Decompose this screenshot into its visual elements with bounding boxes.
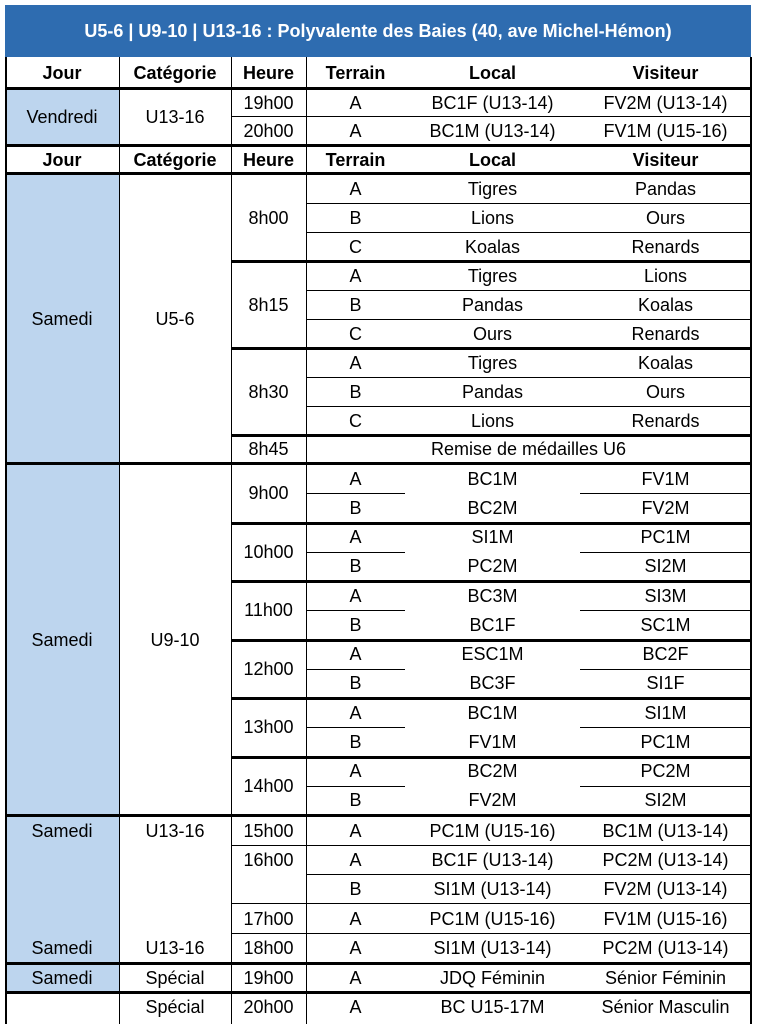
header-heure: Heure [242,63,295,83]
day-label: Samedi [31,629,93,650]
row-divider [306,874,751,875]
u56-game-visiteur: Renards [631,236,700,257]
u56-game-visiteur: Ours [645,381,685,402]
row-divider [306,610,405,611]
u910-game-visiteur: PC1M [640,731,691,752]
u56-game-terrain: C [349,323,362,344]
medals-time: 8h45 [248,439,289,459]
u56-game-visiteur: Ours [645,207,685,228]
vendredi-game-visiteur: FV2M (U13-14) [603,93,728,113]
u56-game-local: Tigres [467,352,518,373]
medals-note: Remise de médailles U6 [430,439,627,459]
header-categorie: Catégorie [133,63,217,83]
u56-game-terrain: C [349,236,362,257]
u910-game-local: BC1M [467,468,518,489]
header-terrain: Terrain [325,63,386,83]
u1316-game-heure: 18h00 [243,938,294,958]
u56-game-visiteur: Lions [643,265,688,286]
u56-game-local: Pandas [461,294,524,315]
header-jour: Jour [42,63,82,83]
u1316-game-visiteur: BC1M (U13-14) [602,821,729,841]
special-game-visiteur: Sénior Masculin [601,997,730,1017]
u56-game-terrain: B [349,294,362,315]
slot-time: 13h00 [243,717,294,738]
u910-game-local: PC2M [467,556,518,577]
u910-game-visiteur: SI2M [644,790,687,811]
u910-game-visiteur: FV2M [641,497,690,518]
special-game-heure: 19h00 [243,968,294,988]
row-divider [580,786,751,787]
header-heure: Heure [242,149,295,170]
u910-game-local: BC2M [467,761,518,782]
u1316-game-heure: 17h00 [243,909,294,929]
u910-game-terrain: B [349,497,362,518]
u1316-game-terrain: B [349,879,362,899]
column-divider [306,57,307,1024]
u1316-game-terrain: A [349,821,362,841]
day-label: Vendredi [26,107,98,127]
u56-game-terrain: B [349,207,362,228]
u1316-game-visiteur: FV1M (U15-16) [603,909,728,929]
u910-game-terrain: B [349,731,362,752]
slot-time: 8h00 [248,207,289,228]
u910-game-local: BC2M [467,497,518,518]
vendredi-game-heure: 20h00 [243,120,294,141]
column-divider [5,57,7,1024]
u910-game-local: BC3M [467,585,518,606]
u1316-game-visiteur: FV2M (U13-14) [603,879,728,899]
row-divider [306,669,405,670]
u56-game-local: Lions [470,207,515,228]
category-label: U13-16 [145,938,205,958]
special-game-local: BC U15-17M [440,997,545,1017]
day-label: Samedi [31,821,93,841]
u1316-game-heure: 15h00 [243,821,294,841]
row-divider [580,610,751,611]
u910-game-local: SI1M [471,527,514,548]
column-divider [750,57,752,1024]
u1316-game-visiteur: PC2M (U13-14) [602,938,729,958]
u910-game-visiteur: SI2M [644,556,687,577]
row-divider [580,493,751,494]
row-divider [306,727,405,728]
u910-game-visiteur: BC2F [642,644,689,665]
u56-game-local: Ours [472,323,512,344]
u1316-game-terrain: A [349,909,362,929]
category-label: Spécial [145,997,205,1017]
category-label: U5-6 [155,308,195,329]
header-visiteur: Visiteur [632,63,699,83]
category-label: U13-16 [145,107,205,127]
u910-game-visiteur: SI3M [644,585,687,606]
u56-game-local: Pandas [461,381,524,402]
u910-game-terrain: A [349,527,362,548]
slot-time: 11h00 [244,600,293,621]
u910-game-terrain: B [349,614,362,635]
u56-game-local: Tigres [467,178,518,199]
u910-game-local: BC3F [469,673,516,694]
special-game-heure: 20h00 [243,997,294,1017]
category-label: Spécial [145,968,205,988]
special-game-local: JDQ Féminin [439,968,546,988]
slot-time: 9h00 [248,483,289,504]
slot-time: 8h15 [248,294,289,315]
row-divider [231,903,751,904]
u56-game-local: Lions [470,410,515,431]
row-divider [580,669,751,670]
vendredi-game-terrain: A [349,93,362,113]
u56-game-terrain: B [349,381,362,402]
row-divider [306,786,405,787]
u910-game-terrain: B [349,790,362,811]
day-label: Samedi [31,938,93,958]
u910-game-local: BC1F [469,614,516,635]
u56-game-terrain: C [349,410,362,431]
u1316-game-visiteur: PC2M (U13-14) [602,850,729,870]
u910-game-local: FV2M [468,790,517,811]
u910-game-visiteur: SI1F [646,673,685,694]
u56-game-visiteur: Koalas [637,352,694,373]
vendredi-game-heure: 19h00 [243,93,294,113]
day-label: Samedi [31,308,93,329]
day-label: Samedi [31,968,93,988]
header-categorie: Catégorie [133,149,217,170]
u1316-game-terrain: A [349,850,362,870]
special-game-terrain: A [349,997,362,1017]
slot-time: 10h00 [243,541,294,562]
u910-game-local: ESC1M [461,644,524,665]
header-jour: Jour [42,149,82,170]
u56-game-visiteur: Renards [631,323,700,344]
u910-game-visiteur: PC1M [640,527,691,548]
vendredi-game-visiteur: FV1M (U15-16) [603,120,728,141]
row-divider [231,845,751,846]
u910-game-terrain: B [349,556,362,577]
u910-game-terrain: A [349,761,362,782]
row-divider [231,933,751,934]
schedule-title: U5-6 | U9-10 | U13-16 : Polyvalente des Baies (40, ave Michel-Hémon) [5,5,751,57]
slot-time: 8h30 [248,381,289,402]
u910-game-terrain: A [349,644,362,665]
u56-game-visiteur: Koalas [637,294,694,315]
u56-game-terrain: A [349,178,362,199]
u56-game-local: Tigres [467,265,518,286]
u1316-game-local: PC1M (U15-16) [429,821,556,841]
special-game-terrain: A [349,968,362,988]
vendredi-game-local: BC1M (U13-14) [429,120,556,141]
u910-game-visiteur: FV1M [641,468,690,489]
special-game-visiteur: Sénior Féminin [604,968,727,988]
slot-time: 12h00 [243,658,294,679]
u910-game-terrain: A [349,585,362,606]
u910-game-visiteur: PC2M [640,761,691,782]
row-divider [580,552,751,553]
u56-game-local: Koalas [464,236,521,257]
column-divider [119,57,120,1024]
u56-game-visiteur: Pandas [634,178,697,199]
header-visiteur: Visiteur [632,149,699,170]
u910-game-local: BC1M [467,702,518,723]
u56-game-terrain: A [349,265,362,286]
u910-game-terrain: A [349,468,362,489]
row-divider [306,493,405,494]
header-terrain: Terrain [325,149,386,170]
row-divider [306,552,405,553]
u1316-game-heure: 16h00 [243,850,294,870]
u1316-game-local: PC1M (U15-16) [429,909,556,929]
u1316-game-terrain: A [349,938,362,958]
u910-game-visiteur: SC1M [640,614,691,635]
row-divider [231,116,751,117]
u910-game-visiteur: SI1M [644,702,687,723]
u56-game-visiteur: Renards [631,410,700,431]
u1316-game-local: SI1M (U13-14) [433,879,552,899]
slot-time: 14h00 [243,775,294,796]
u910-game-terrain: B [349,673,362,694]
vendredi-game-local: BC1F (U13-14) [431,93,554,113]
category-label: U13-16 [145,821,205,841]
header-local: Local [468,149,516,170]
u1316-game-local: BC1F (U13-14) [431,850,554,870]
vendredi-game-terrain: A [349,120,362,141]
u56-game-terrain: A [349,352,362,373]
header-local: Local [468,63,516,83]
row-divider [580,727,751,728]
u1316-game-heure [231,875,306,903]
column-divider [231,57,232,1024]
u1316-game-local: SI1M (U13-14) [433,938,552,958]
u910-game-terrain: A [349,702,362,723]
category-label: U9-10 [150,629,200,650]
u910-game-local: FV1M [468,731,517,752]
